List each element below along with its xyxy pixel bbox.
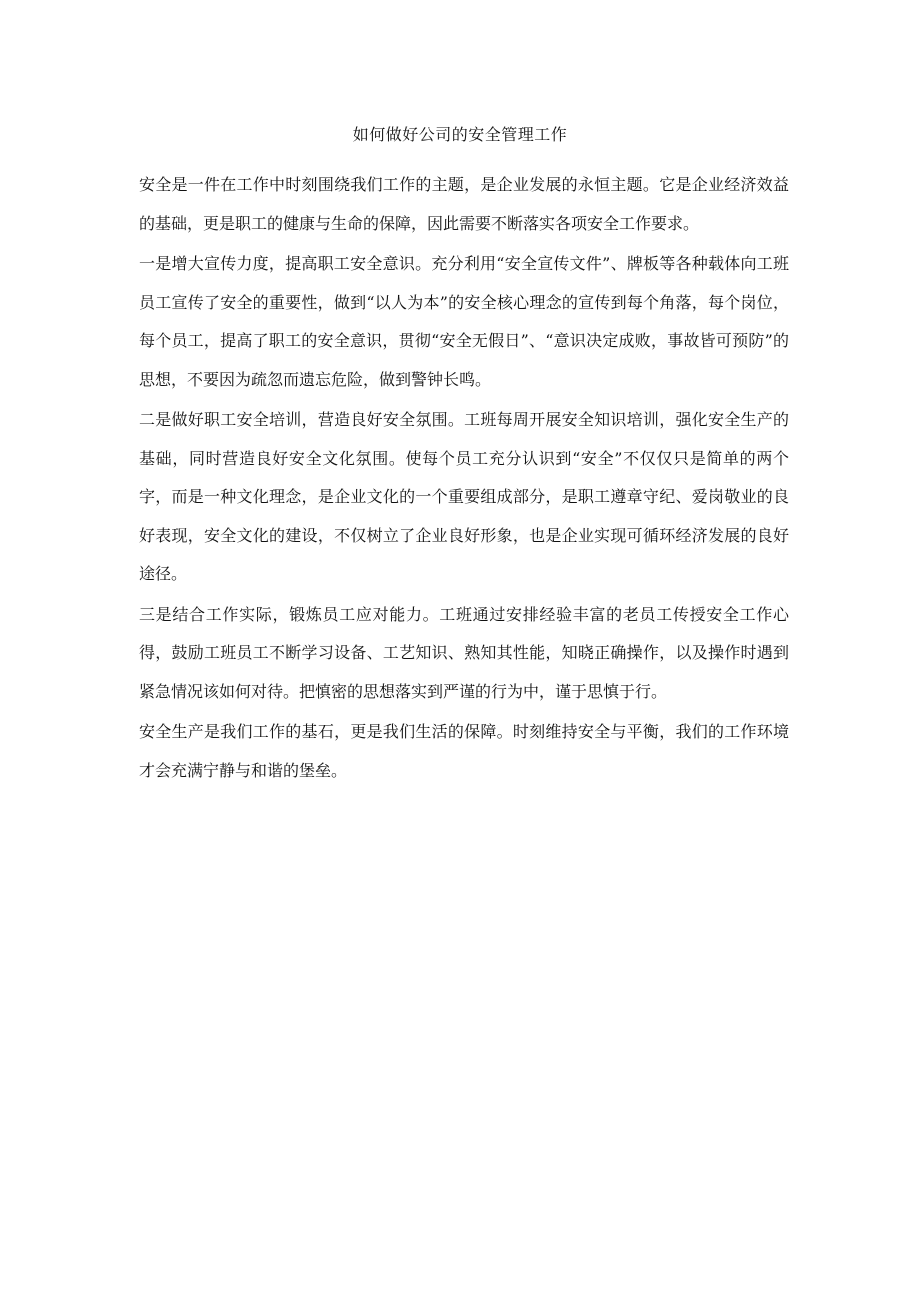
paragraph-point-3: 三是结合工作实际，锻炼员工应对能力。工班通过安排经验丰富的老员工传授安全工作心得，鼓励工班员工不断学习设备、工艺知识、熟知其性能，知晓正确操作，以及操作时遇到紧急情况该如何对待。把慎密的思想落实到严谨的行为中，谨于思慎于行。 xyxy=(139,604,789,701)
paragraph-point-1: 一是增大宣传力度，提高职工安全意识。充分利用“安全宣传文件”、牌板等各种载体向工班员工宣传了安全的重要性，做到“以人为本”的安全核心理念的宣传到每个角落，每个岗位，每个员工，提高了职工的安全意识，贯彻“安全无假日”、“意识决定成败，事故皆可预防”的思想，不要因为疏忽而遗忘危险，做到警钟长鸣。 xyxy=(139,254,789,389)
document-title: 如何做好公司的安全管理工作 xyxy=(352,125,568,144)
document-body xyxy=(139,166,789,792)
paragraph-intro: 安全是一件在工作中时刻围绕我们工作的主题，是企业发展的永恒主题。它是企业经济效益的基础，更是职工的健康与生命的保障，因此需要不断落实各项安全工作要求。 xyxy=(139,175,789,233)
paragraph-point-2: 二是做好职工安全培训，营造良好安全氛围。工班每周开展安全知识培训，强化安全生产的基础，同时营造良好安全文化氛围。使每个员工充分认识到“安全”不仅仅只是简单的两个字，而是一种文化理念，是企业文化的一个重要组成部分，是职工遵章守纪、爱岗敬业的良好表现，安全文化的建设，不仅树立了企业良好形象，也是企业实现可循环经济发展的良好途径。 xyxy=(139,410,789,583)
paragraph-conclusion: 安全生产是我们工作的基石，更是我们生活的保障。时刻维持安全与平衡，我们的工作环境才会充满宁静与和谐的堡垒。 xyxy=(139,722,789,780)
